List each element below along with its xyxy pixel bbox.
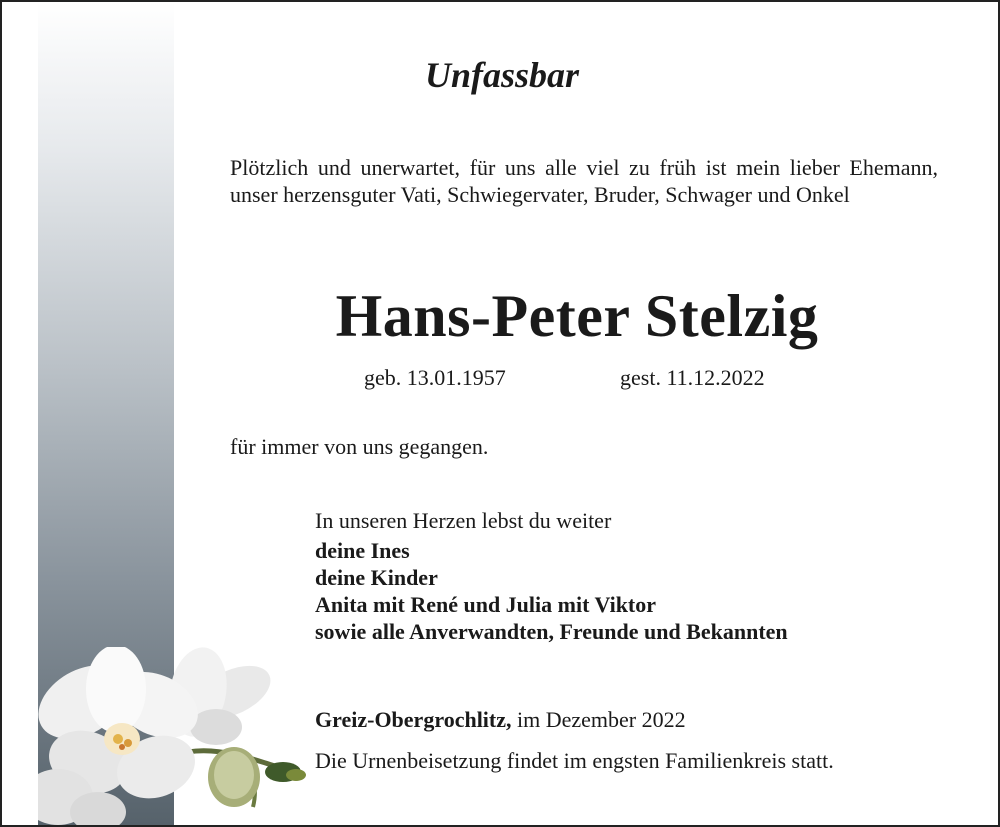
headline: Unfassbar [424, 55, 580, 95]
urn-notice: Die Urnenbeisetzung findet im engsten Familienkreis statt. [315, 748, 834, 773]
place-name: Greiz-Obergrochlitz, [315, 707, 512, 732]
deceased-name: Hans-Peter Stelzig [335, 283, 819, 349]
mourner-line: Anita mit René und Julia mit Viktor [315, 592, 657, 617]
date-text: im Dezember 2022 [511, 707, 686, 732]
place-date-line [315, 707, 686, 733]
birth-date: geb. 13.01.1957 [364, 365, 506, 390]
mourner-line: deine Ines [315, 538, 410, 563]
orchid-icon [38, 647, 308, 827]
hearts-text: In unseren Herzen lebst du weiter [315, 508, 612, 533]
mourner-line: deine Kinder [315, 565, 438, 590]
gone-text: für immer von uns gegangen. [230, 434, 489, 459]
mourner-line: sowie alle Anverwandten, Freunde und Bekannten [315, 619, 788, 644]
death-date: gest. 11.12.2022 [620, 365, 765, 390]
mourners-list [315, 537, 788, 645]
intro-text: Plötzlich und unerwartet, für uns alle viel zu früh ist mein lieber Ehemann, unser herzensguter Vati, Schwiegervater, Bruder, Schwager und Onkel [230, 155, 938, 207]
